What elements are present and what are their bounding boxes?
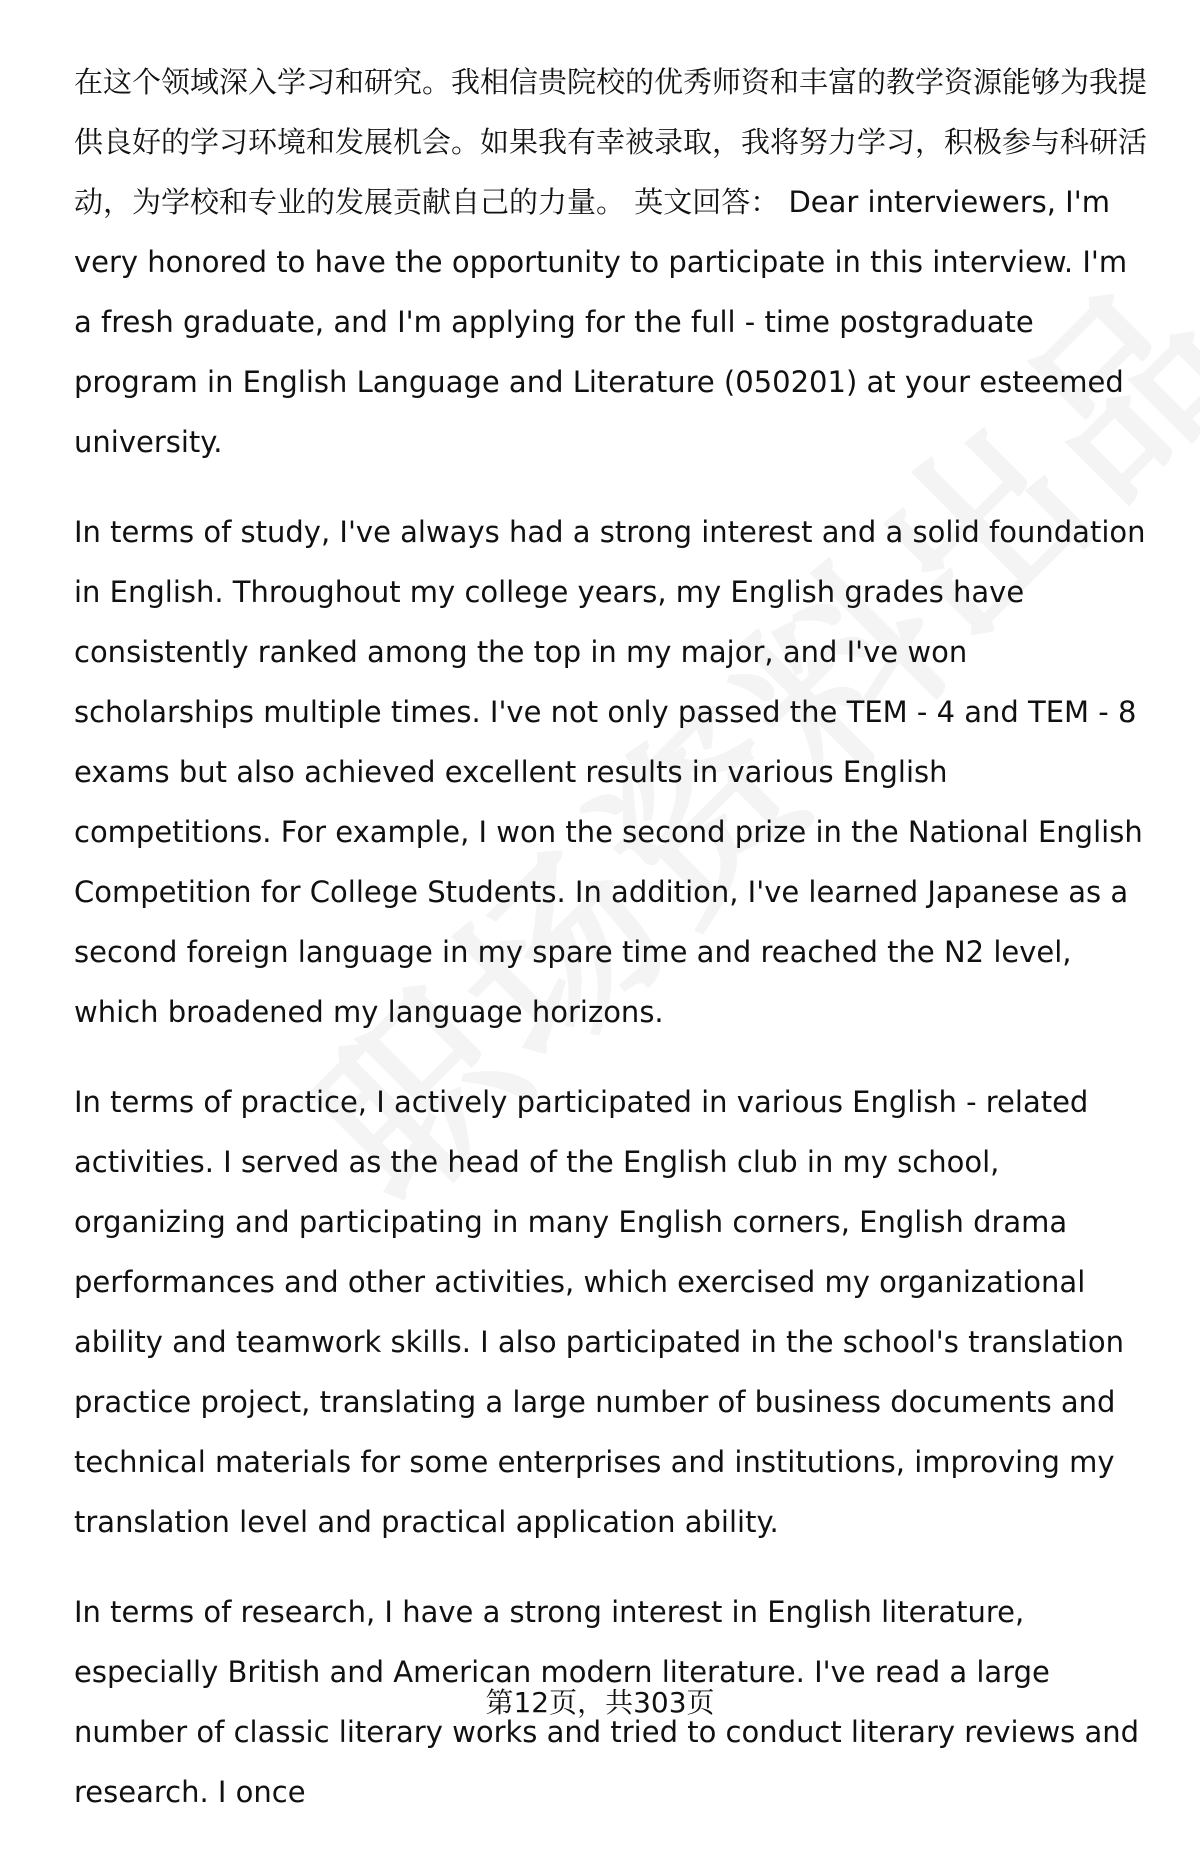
paragraph-practice: In terms of practice, I actively participated in various English - related activities. I served as the head of the English club in my school, organizing and participating in many English corners, English drama performances and other activities, which exercised my organizational ability and teamwork skills. I also participated in the school's translation practice project, translating a large number of business documents and technical materials for some enterprises and institutions, improving my translation level and practical application ability. <box>74 1085 1125 1539</box>
page-number-footer: 第12页，共303页 <box>485 1686 715 1719</box>
paragraph-intro: 在这个领域深入学习和研究。我相信贵院校的优秀师资和丰富的教学资源能够为我提供良好的学习环境和发展机会。如果我有幸被录取，我将努力学习，积极参与科研活动，为学校和专业的发展贡献自己的力量。 英文回答： Dear interviewers, I'm very honored to have the opportunity to participate in this interview. I'm a fresh graduate, and I'm applying for the full - time postgraduate program in English Language and Literature (050201) at your esteemed university. <box>74 65 1148 459</box>
paragraph-study: In terms of study, I've always had a strong interest and a solid foundation in English. Throughout my college years, my English grades have consistently ranked among the top in my major, and I've won scholarships multiple times. I've not only passed the TEM - 4 and TEM - 8 exams but also achieved excellent results in various English competitions. For example, I won the second prize in the National English Competition for College Students. In addition, I've learned Japanese as a second foreign language in my spare time and reached the N2 level, which broadened my language horizons. <box>74 515 1146 1029</box>
paragraph-research: In terms of research, I have a strong interest in English literature, especially British and American modern literature. I've read a large number of classic literary works and tried to conduct literary reviews and research. I once <box>74 1595 1140 1809</box>
document-body <box>74 52 1154 1852</box>
